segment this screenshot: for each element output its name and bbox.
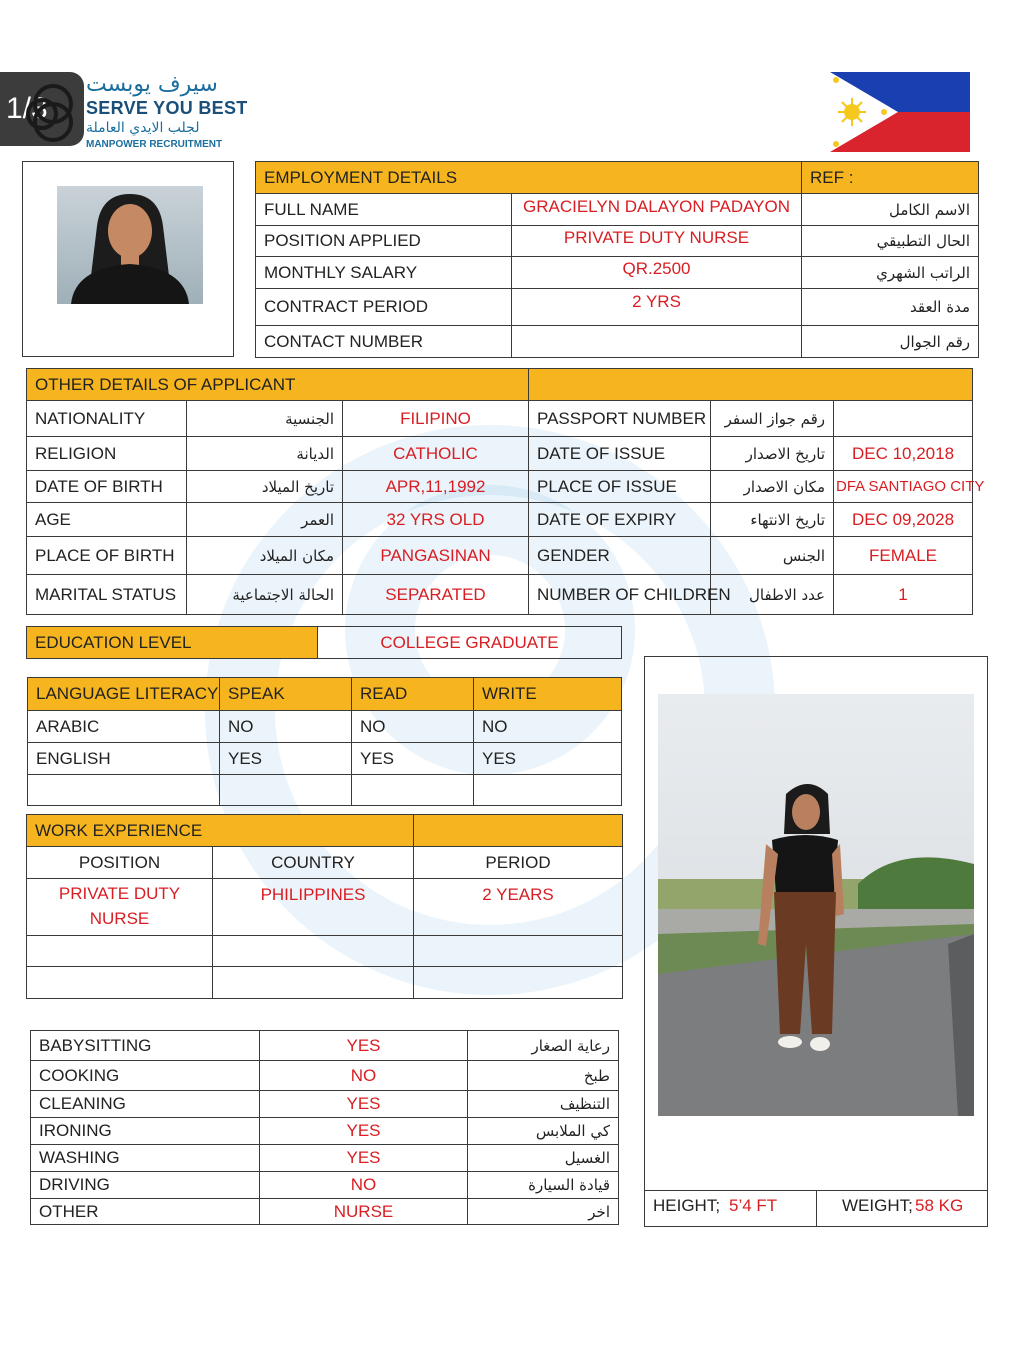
education-level-value: COLLEGE GRADUATE: [318, 627, 622, 659]
skill-arabic: قيادة السيارة: [468, 1172, 619, 1199]
full-name-label: FULL NAME: [256, 194, 512, 226]
employment-details-header: EMPLOYMENT DETAILS: [256, 162, 802, 194]
work-country: [213, 967, 414, 999]
skill-value: YES: [260, 1031, 468, 1061]
date-of-issue-arabic: تاريخ الاصدار: [711, 437, 834, 471]
marital-status-arabic: الحالة الاجتماعية: [187, 575, 343, 615]
nationality-arabic: الجنسية: [187, 401, 343, 437]
passport-number-value: [834, 401, 973, 437]
passport-number-label: PASSPORT NUMBER: [529, 401, 711, 437]
weight-label: WEIGHT;: [842, 1196, 913, 1215]
height-label: HEIGHT;: [653, 1196, 721, 1215]
nationality-value: FILIPINO: [343, 401, 529, 437]
other-details-header: OTHER DETAILS OF APPLICANT: [27, 369, 529, 401]
language-literacy-header: LANGUAGE LITERACY: [28, 678, 220, 711]
language-literacy-table: [27, 677, 622, 806]
contact-number-value: [512, 326, 802, 358]
age-value: 32 YRS OLD: [343, 503, 529, 537]
full-name-arabic: الاسم الكامل: [802, 194, 979, 226]
work-experience-table: [26, 814, 623, 999]
read-header: READ: [352, 678, 474, 711]
contract-period-value: 2 YRS: [512, 289, 802, 326]
language-read: [352, 775, 474, 806]
passport-number-arabic: رقم جواز السفر: [711, 401, 834, 437]
other-details-header-blank: [529, 369, 973, 401]
gender-arabic: الجنس: [711, 537, 834, 575]
skill-value: NO: [260, 1061, 468, 1091]
work-experience-header: WORK EXPERIENCE: [27, 815, 414, 847]
contact-number-label: CONTACT NUMBER: [256, 326, 512, 358]
logo-arabic-tagline: لجلب الايدي العاملة: [86, 120, 200, 136]
religion-value: CATHOLIC: [343, 437, 529, 471]
contract-period-label: CONTRACT PERIOD: [256, 289, 512, 326]
applicant-full-body-image: [658, 694, 974, 1116]
gender-label: GENDER: [529, 537, 711, 575]
work-country: PHILIPPINES: [213, 879, 414, 936]
date-of-expiry-arabic: تاريخ الانتهاء: [711, 503, 834, 537]
philippines-flag-icon: [830, 72, 970, 152]
country-column-header: COUNTRY: [213, 847, 414, 879]
religion-arabic: الديانة: [187, 437, 343, 471]
skill-label: IRONING: [31, 1118, 260, 1145]
language-read: NO: [352, 711, 474, 743]
language-name: ARABIC: [28, 711, 220, 743]
applicant-portrait-image: [57, 186, 203, 304]
skill-arabic: طبخ: [468, 1061, 619, 1091]
work-position: [27, 936, 213, 967]
contact-number-arabic: رقم الجوال: [802, 326, 979, 358]
place-of-issue-value: DFA SANTIAGO CITY: [834, 471, 973, 503]
language-speak: NO: [220, 711, 352, 743]
language-write: NO: [474, 711, 622, 743]
place-of-issue-label: PLACE OF ISSUE: [529, 471, 711, 503]
nationality-label: NATIONALITY: [27, 401, 187, 437]
full-name-value: GRACIELYN DALAYON PADAYON: [512, 194, 802, 226]
education-table: [26, 626, 622, 659]
number-of-children-value: 1: [834, 575, 973, 615]
place-of-birth-arabic: مكان الميلاد: [187, 537, 343, 575]
other-details-table: [26, 368, 985, 615]
work-position: [27, 967, 213, 999]
period-column-header: PERIOD: [414, 847, 623, 879]
language-write: [474, 775, 622, 806]
work-country: [213, 936, 414, 967]
monthly-salary-arabic: الراتب الشهري: [802, 257, 979, 289]
logo-arabic-name: سيرف يوبست: [86, 72, 218, 97]
number-of-children-arabic: عدد الاطفال: [711, 575, 834, 615]
gender-value: FEMALE: [834, 537, 973, 575]
skill-arabic: التنظيف: [468, 1091, 619, 1118]
skill-label: CLEANING: [31, 1091, 260, 1118]
age-arabic: العمر: [187, 503, 343, 537]
contract-period-arabic: مدة العقد: [802, 289, 979, 326]
ref-label: REF :: [802, 162, 979, 194]
work-period: 2 YEARS: [414, 879, 623, 936]
skill-label: WASHING: [31, 1145, 260, 1172]
date-of-birth-label: DATE OF BIRTH: [27, 471, 187, 503]
language-name: [28, 775, 220, 806]
marital-status-label: MARITAL STATUS: [27, 575, 187, 615]
position-applied-value: PRIVATE DUTY NURSE: [512, 226, 802, 257]
date-of-issue-label: DATE OF ISSUE: [529, 437, 711, 471]
skill-arabic: اخر: [468, 1199, 619, 1225]
language-speak: [220, 775, 352, 806]
work-period: [414, 936, 623, 967]
language-read: YES: [352, 743, 474, 775]
logo-english-name: SERVE YOU BEST: [86, 98, 248, 118]
skill-arabic: الغسيل: [468, 1145, 619, 1172]
skill-value: YES: [260, 1118, 468, 1145]
skill-label: OTHER: [31, 1199, 260, 1225]
date-of-expiry-label: DATE OF EXPIRY: [529, 503, 711, 537]
age-label: AGE: [27, 503, 187, 537]
work-period: [414, 967, 623, 999]
skill-label: COOKING: [31, 1061, 260, 1091]
religion-label: RELIGION: [27, 437, 187, 471]
position-applied-arabic: الحال التطبيقي: [802, 226, 979, 257]
height-weight-divider: [816, 1190, 817, 1227]
write-header: WRITE: [474, 678, 622, 711]
work-experience-header-blank: [414, 815, 623, 847]
skill-arabic: كي الملابس: [468, 1118, 619, 1145]
monthly-salary-label: MONTHLY SALARY: [256, 257, 512, 289]
company-logo-icon: [20, 74, 86, 150]
marital-status-value: SEPARATED: [343, 575, 529, 615]
page-indicator: 1/3: [0, 72, 84, 146]
skill-value: NO: [260, 1172, 468, 1199]
date-of-birth-value: APR,11,1992: [343, 471, 529, 503]
employment-details-table: [255, 161, 979, 358]
weight-value: 58 KG: [915, 1196, 964, 1215]
skill-arabic: رعاية الصغار: [468, 1031, 619, 1061]
logo-english-tagline: MANPOWER RECRUITMENT: [86, 139, 223, 150]
language-name: ENGLISH: [28, 743, 220, 775]
place-of-birth-value: PANGASINAN: [343, 537, 529, 575]
skill-value: YES: [260, 1091, 468, 1118]
date-of-expiry-value: DEC 09,2028: [834, 503, 973, 537]
skill-label: BABYSITTING: [31, 1031, 260, 1061]
height-value: 5’4 FT: [729, 1196, 778, 1215]
place-of-birth-label: PLACE OF BIRTH: [27, 537, 187, 575]
speak-header: SPEAK: [220, 678, 352, 711]
skill-value: NURSE: [260, 1199, 468, 1225]
education-level-label: EDUCATION LEVEL: [27, 627, 318, 659]
position-applied-label: POSITION APPLIED: [256, 226, 512, 257]
language-speak: YES: [220, 743, 352, 775]
place-of-issue-arabic: مكان الاصدار: [711, 471, 834, 503]
work-position: PRIVATE DUTY NURSE: [27, 879, 213, 936]
date-of-birth-arabic: تاريخ الميلاد: [187, 471, 343, 503]
date-of-issue-value: DEC 10,2018: [834, 437, 973, 471]
skills-table: [30, 1030, 619, 1225]
language-write: YES: [474, 743, 622, 775]
skill-label: DRIVING: [31, 1172, 260, 1199]
position-column-header: POSITION: [27, 847, 213, 879]
skill-value: YES: [260, 1145, 468, 1172]
monthly-salary-value: QR.2500: [512, 257, 802, 289]
number-of-children-label: NUMBER OF CHILDREN: [529, 575, 711, 615]
